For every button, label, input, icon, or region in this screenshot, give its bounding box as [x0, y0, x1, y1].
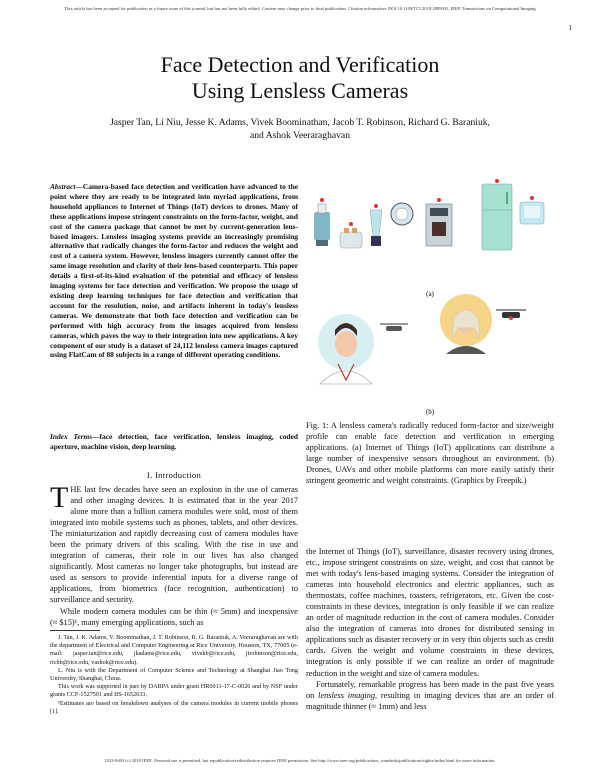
author-list [60, 116, 540, 142]
toaster-illustration [340, 228, 362, 248]
right-paragraph-1: the Internet of Things (IoT), surveillance, disaster recovery using drones, etc., impose stringent constraints on size, weight, and cost that cannot be met with today's lens-based imaging systems. Consider the integration of cameras into household electronics and electric appliances, such as thermostats, coffee machines, toasters, refrigerators, etc. Given the cost-constraints in these devices, integration is only feasible if we can realize an order of magnitude reduction in the cost of camera modules. Consider also the integration of cameras into drones for distributed sensing in applications such as disaster recovery or in very thin objects such as credit cards. Given the weight and volume constraints in these devices, integration is only possible if we can realize an order of magnitude reduction in the weight and size of camera modules. [306, 547, 554, 678]
abstract-text: —Camera-based face detection and verification have advanced to the point where they are ready to be integrated into myriad applications, from household appliances to Internet of Things (IoT) devices to drones. Many of these applications impose stringent constraints on the form-factor, weight, and cost of the camera package that cannot be met by current-generation lens-based imagers. Lensless imaging systems provide an increasingly promising alternative that radically changes the form-factor and reduces the weight and cost of a camera system. However, lensless imagers currently cannot offer the same image resolution and clarity of their lens-based counterparts. This paper details a first-of-its-kind evaluation of the potential and efficacy of lensless imaging systems for face detection and verification. We propose the usage of existing deep learning techniques for face detection and verification that account for the resolution, noise, and artifacts inherent in today's lensless cameras. We demonstrate that both face detection and verification can be performed with high accuracy from the images acquired from lensless cameras, which paves the way to their integration into new applications. A key component of our study is a dataset of 24,112 lensless camera images captured using FlatCam of 88 subjects in a range of different operating conditions. [50, 182, 298, 360]
drop-cap: T [50, 481, 69, 514]
lensless-imaging-emphasis: lensless imaging [318, 690, 375, 700]
authors-line-2: and Ashok Veeraraghavan [250, 130, 350, 141]
right-column-body [306, 546, 554, 712]
right-p2-start: Fortunately, remarkable progress has been made in the past five years on [306, 679, 554, 700]
section-heading: I. Introduction [146, 470, 202, 480]
woman-illustration [440, 294, 492, 354]
footnote-estimates: ¹Estimates are based on breakdown analyses of the camera modules in current mobile phones [1]. [50, 699, 298, 715]
coffee-machine-illustration [314, 204, 330, 246]
refrigerator-illustration [482, 184, 512, 250]
journal-header-note: This article has been accepted for publication in a future issue of this journal, but has not been fully edited. Content may change prior to final publication. Citation information: DOI 10.1109/TCI.2018.2889933, IEEE Transactions on Computational Imaging [64, 6, 536, 11]
footnote-affiliation: J. Tan, J. K. Adams, V. Boominathan, J. T. Robinson, R. G. Baraniuk, A. Veeraraghavan are with the department of Electrical and Computer Engineering at Rice University, Houston, TX, 77005 (e-mail: jasper.tan@rice.edu, jkadams@rice.edu, vivekb@rice.edu, jtrobinson@rice.edu, richb@rice.edu, vashok@rice.edu). [50, 634, 298, 666]
figure-label-b: (b) [425, 408, 435, 416]
figure-1-caption: Fig. 1: A lensless camera's radically reduced form-factor and size/weight profile can enable face detection and verification in emerging applications. (a) Internet of Things (IoT) applications can distribute a large number of inexpensive sensors throughout an environment. (b) Drones, UAVs and other mobile platforms can more easily satisfy their stringent geometric and weight constraints. (Graphics by Freepik.) [306, 421, 554, 486]
drone-illustration-2 [496, 310, 526, 320]
abstract [50, 182, 298, 360]
doctor-illustration [318, 314, 374, 384]
intro-paragraph-2: While modern camera modules can be thin (≈ 5mm) and inexpensive (≈ $15)¹, many emerging applications, such as [50, 606, 298, 627]
introduction-body [50, 481, 298, 628]
footnote-niu: L. Niu is with the Department of Computer Science and Technology at Shanghai Jiao Tong University, Shanghai, China. [50, 666, 298, 683]
drone-illustration-1 [380, 324, 408, 331]
page-number: 1 [568, 24, 572, 32]
index-terms-label: Index Terms [50, 432, 93, 441]
title-line-2: Using Lensless Cameras [191, 78, 409, 103]
intro-paragraph-1 [50, 481, 298, 606]
right-p2-end: , resulting in imaging devices that are an order of magnitude thinner (≈ 1mm) and less [306, 690, 554, 711]
thermostat-illustration [391, 203, 413, 225]
figure-1 [306, 178, 554, 416]
blender-illustration [370, 210, 382, 246]
footnote-rule [50, 630, 100, 631]
footnotes [50, 634, 298, 716]
footnote-funding: This work was supported in part by DARPA under grant HR0011-17-C-0026 and by NSF under grants CCF-1527501 and IIS-1652633. [50, 683, 298, 699]
paper-title [0, 52, 600, 104]
coffee-maker-illustration [426, 204, 452, 246]
figure-label-a: (a) [426, 290, 434, 298]
intro-lead-text: HE last few decades have seen an explosion in the use of cameras and other imaging devices. It is estimated that in the year 2017 alone more than a billion camera modules were sold, most of them integrated into mobile systems such as phones, tablets, and other devices. The miniaturization and rapidly decreasing cost of camera modules have been the primary drivers of this scaling. With the rise in use and integration of cameras, their role in our lives has also changed significantly. Most cameras no longer take photographs, but instead are used as sensors to provide inferential inputs for a diverse range of applications, from biometrics (face recognition, authentication) to surveillance and security. [50, 485, 298, 605]
copyright-footer: 2333-9403 (c) 2018 IEEE. Personal use is permitted, but republication/redistribution requires IEEE permission. See http://www.ieee.org/publications_standards/publications/rights/index.html for more information. [104, 758, 496, 763]
right-paragraph-2 [306, 679, 554, 712]
authors-line-1: Jasper Tan, Li Niu, Jesse K. Adams, Vivek Boominathan, Jacob T. Robinson, Richard G. Baraniuk, [110, 117, 490, 128]
appliance-illustration [520, 202, 544, 224]
title-line-1: Face Detection and Verification [160, 52, 440, 77]
index-terms [50, 432, 298, 452]
abstract-label: Abstract [50, 182, 76, 191]
index-terms-text: —face detection, face verification, lensless imaging, coded aperture, machine vision, deep learning. [50, 432, 298, 451]
